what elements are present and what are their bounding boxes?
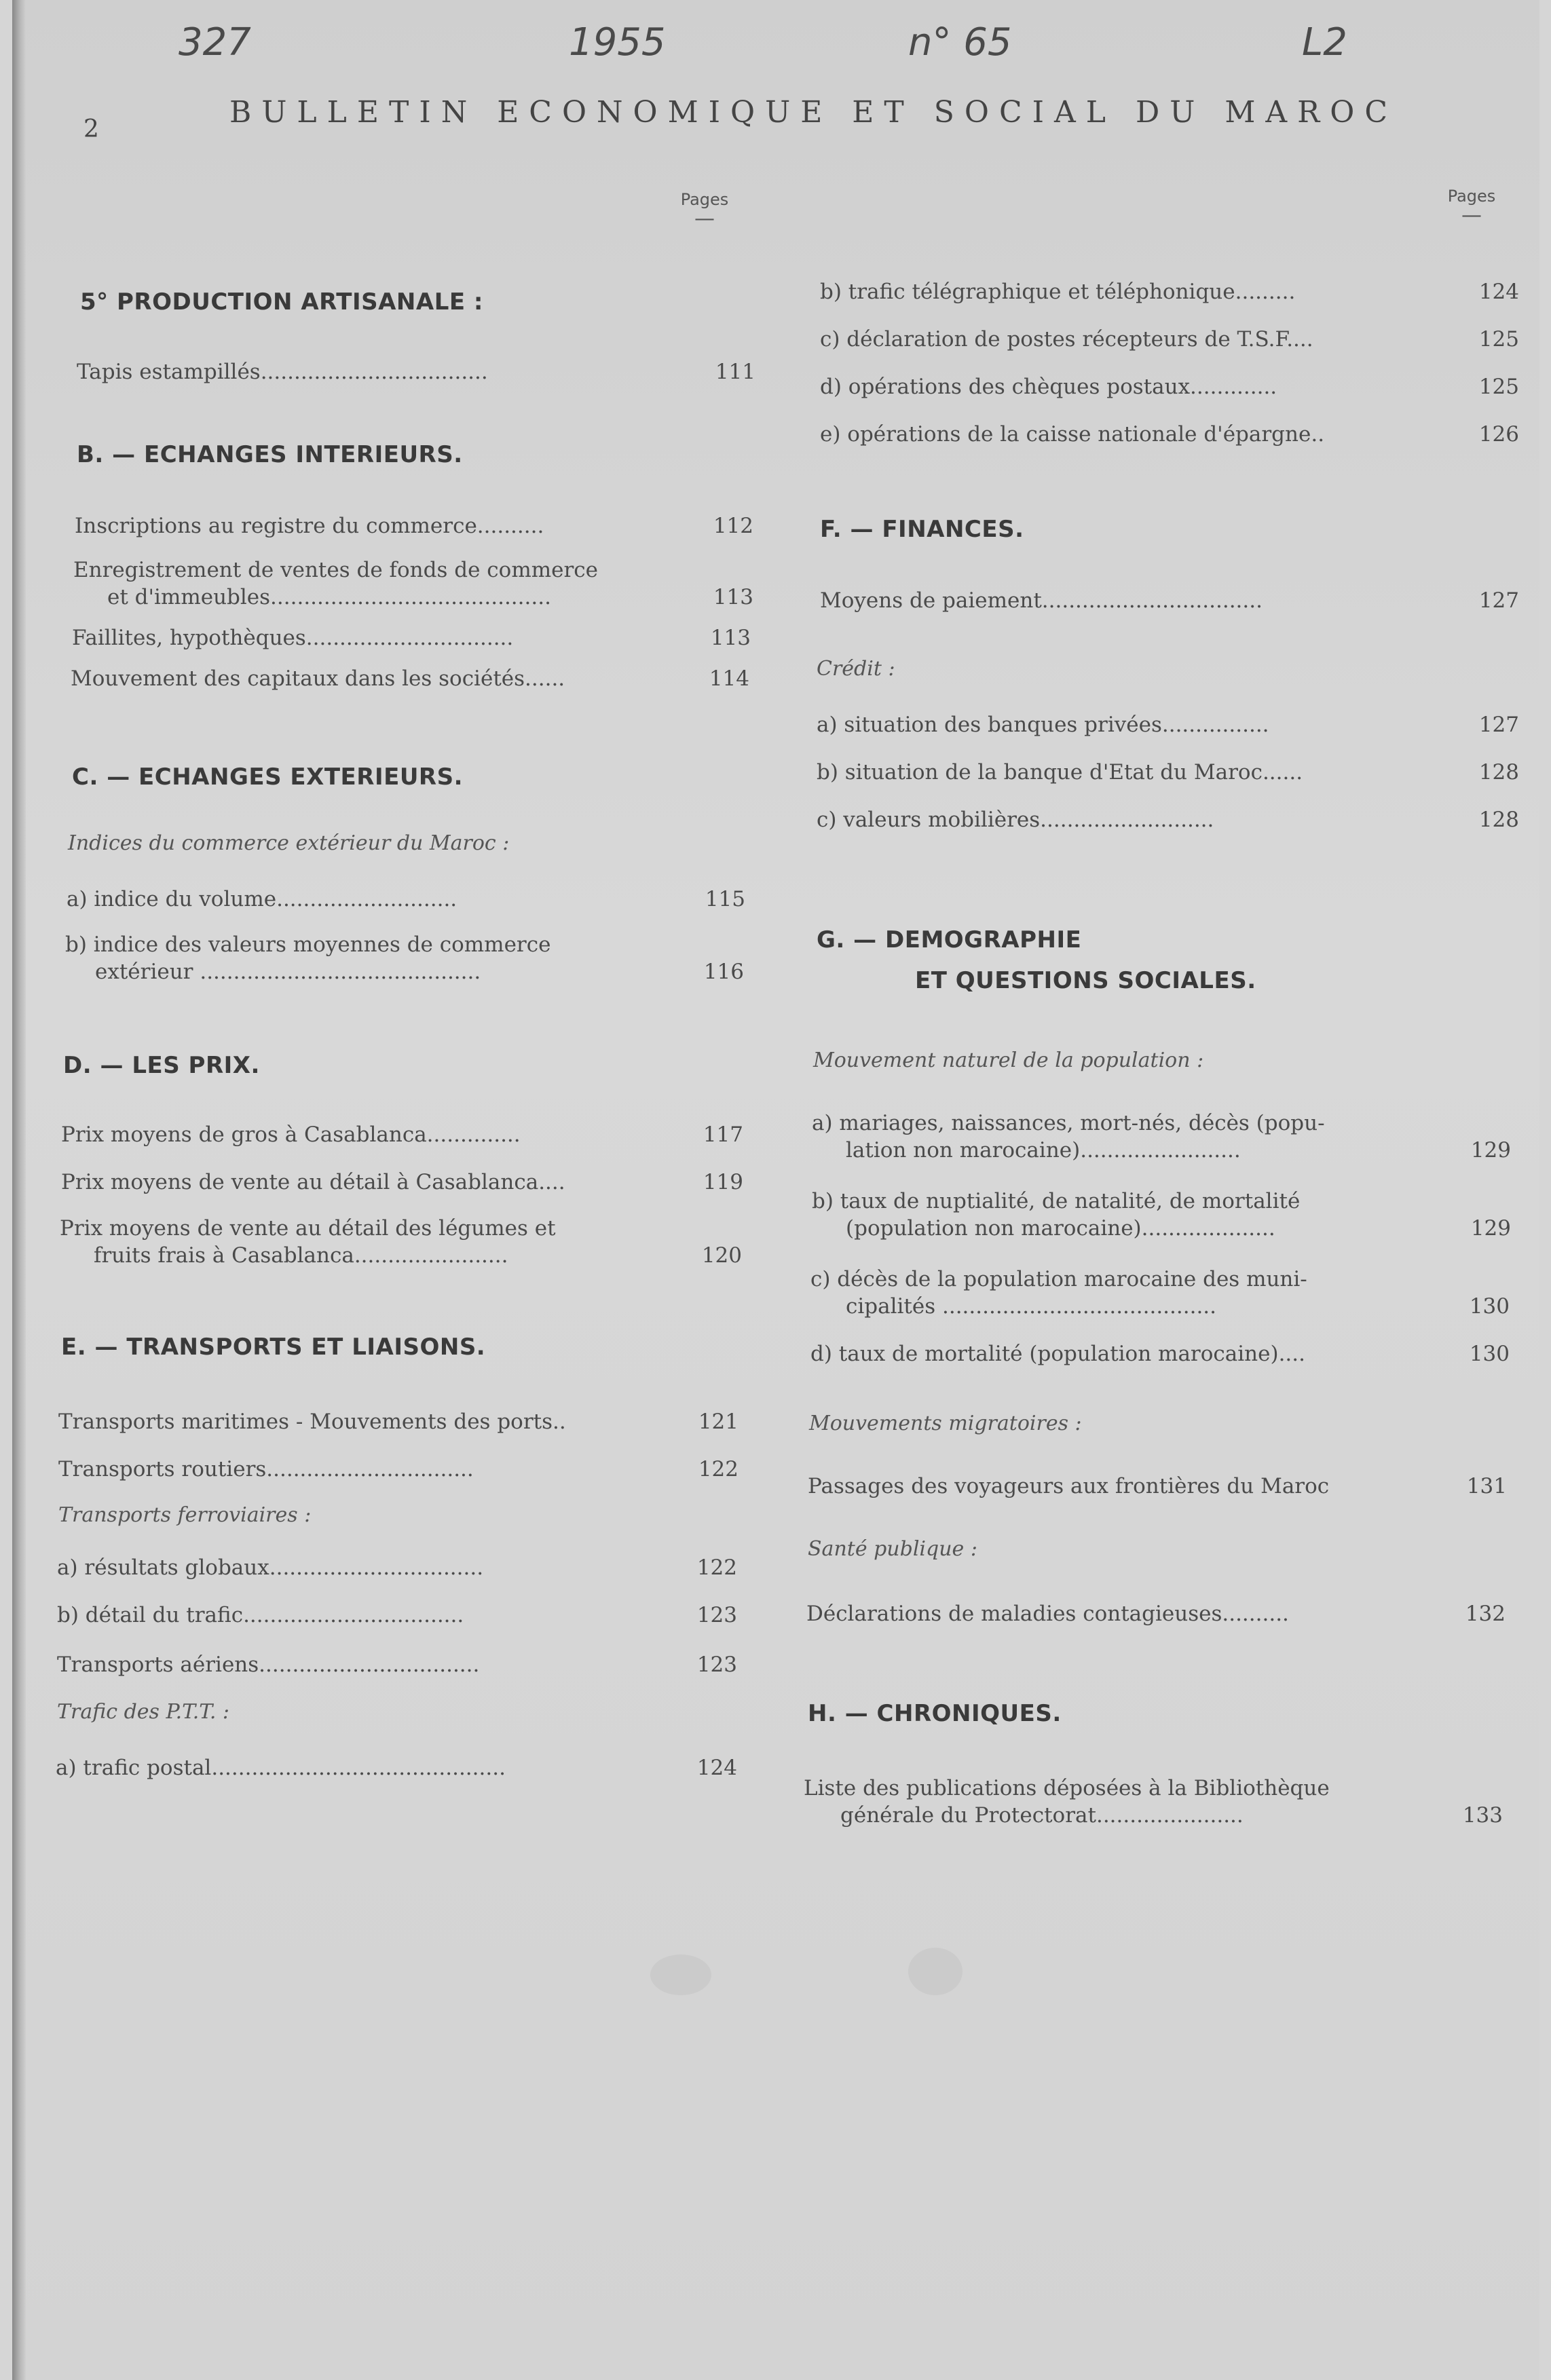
subsection-title: Mouvements migratoires : bbox=[809, 1412, 1082, 1435]
section-title-e: E. — TRANSPORTS ET LIAISONS. bbox=[61, 1334, 486, 1361]
toc-entry: a) trafic postal............................................ 124 bbox=[56, 1756, 737, 1780]
toc-entry: cipalités ......................................... 130 bbox=[846, 1294, 1510, 1319]
handwritten-code: L2 bbox=[1302, 20, 1347, 64]
pages-column-header: Pages — bbox=[1447, 187, 1496, 227]
handwritten-year: 1955 bbox=[569, 20, 666, 64]
section-title-c: C. — ECHANGES EXTERIEURS. bbox=[72, 763, 464, 791]
toc-entry: Transports maritimes - Mouvements des ports.. 121 bbox=[58, 1410, 739, 1434]
handwritten-number: 327 bbox=[179, 20, 251, 64]
toc-entry: et d'immeubles.......................................... 113 bbox=[107, 585, 753, 609]
toc-entry: a) situation des banques privées................ 127 bbox=[817, 713, 1519, 737]
toc-entry: b) trafic télégraphique et téléphonique......... 124 bbox=[820, 280, 1519, 304]
toc-entry: Faillites, hypothèques............................... 113 bbox=[72, 626, 751, 650]
toc-entry-line: b) taux de nuptialité, de natalité, de mortalité bbox=[812, 1189, 1301, 1213]
toc-entry-line: c) décès de la population marocaine des muni- bbox=[810, 1267, 1307, 1291]
toc-entry: Prix moyens de gros à Casablanca.............. 117 bbox=[61, 1122, 743, 1147]
toc-entry: c) déclaration de postes récepteurs de T.S.F.... 125 bbox=[820, 327, 1519, 352]
toc-entry: b) détail du trafic................................. 123 bbox=[57, 1603, 737, 1627]
subsection-title: Indices du commerce extérieur du Maroc : bbox=[68, 831, 510, 855]
subsection-title: Crédit : bbox=[817, 657, 895, 681]
section-title-d: D. — LES PRIX. bbox=[63, 1052, 260, 1079]
toc-entry: fruits frais à Casablanca....................... 120 bbox=[94, 1243, 742, 1268]
section-title-h: H. — CHRONIQUES. bbox=[808, 1700, 1062, 1727]
document-page bbox=[12, 0, 1539, 2380]
toc-entry: d) taux de mortalité (population marocaine).... 130 bbox=[810, 1342, 1510, 1366]
pages-column-header: Pages — bbox=[680, 190, 729, 231]
toc-entry: e) opérations de la caisse nationale d'épargne.. 126 bbox=[820, 422, 1519, 447]
running-head: BULLETIN ECONOMIQUE ET SOCIAL DU MAROC bbox=[229, 95, 1398, 130]
page-number: 2 bbox=[83, 115, 99, 143]
section-title-artisanat: 5° PRODUCTION ARTISANALE : bbox=[80, 288, 484, 316]
toc-entry: Mouvement des capitaux dans les sociétés...... 114 bbox=[71, 666, 749, 691]
toc-entry-line: Liste des publications déposées à la Bibliothèque bbox=[804, 1776, 1330, 1800]
subsection-title: Santé publique : bbox=[808, 1537, 977, 1561]
toc-entry: Transports aériens................................. 123 bbox=[57, 1652, 737, 1677]
toc-entry: Transports routiers............................... 122 bbox=[58, 1457, 739, 1481]
toc-entry-line: b) indice des valeurs moyennes de commerce bbox=[65, 932, 551, 957]
toc-entry: extérieur .......................................... 116 bbox=[95, 960, 744, 984]
section-title-g-continued: ET QUESTIONS SOCIALES. bbox=[915, 967, 1256, 994]
toc-entry: Prix moyens de vente au détail à Casablanca.... 119 bbox=[61, 1170, 743, 1194]
toc-entry-line: a) mariages, naissances, mort-nés, décès (popu- bbox=[812, 1111, 1325, 1135]
toc-entry: c) valeurs mobilières.......................... 128 bbox=[817, 808, 1519, 832]
subsection-title: Trafic des P.T.T. : bbox=[57, 1700, 230, 1724]
section-title-g: G. — DEMOGRAPHIE bbox=[817, 926, 1082, 953]
toc-entry: a) résultats globaux................................ 122 bbox=[57, 1555, 737, 1580]
toc-entry: Moyens de paiement................................. 127 bbox=[820, 588, 1519, 613]
binding-edge bbox=[12, 0, 26, 2380]
toc-entry-line: Prix moyens de vente au détail des légumes et bbox=[60, 1216, 556, 1241]
toc-entry: a) indice du volume........................... 115 bbox=[67, 887, 745, 911]
subsection-title: Transports ferroviaires : bbox=[58, 1503, 312, 1527]
handwritten-issue: n° 65 bbox=[908, 20, 1012, 64]
toc-entry: Déclarations de maladies contagieuses.......... 132 bbox=[806, 1602, 1506, 1626]
section-title-f: F. — FINANCES. bbox=[820, 516, 1024, 543]
toc-entry: Passages des voyageurs aux frontières du Maroc 131 bbox=[808, 1474, 1507, 1498]
subsection-title: Mouvement naturel de la population : bbox=[813, 1049, 1204, 1072]
toc-entry: générale du Protectorat...................... 133 bbox=[840, 1803, 1503, 1828]
toc-entry: Inscriptions au registre du commerce.......... 112 bbox=[75, 514, 753, 538]
toc-entry-line: Enregistrement de ventes de fonds de commerce bbox=[73, 558, 598, 582]
paper-stain bbox=[908, 1948, 963, 1995]
toc-entry: lation non marocaine)........................ 129 bbox=[846, 1138, 1511, 1163]
toc-entry: Tapis estampillés.................................. 111 bbox=[77, 360, 755, 384]
toc-entry: b) situation de la banque d'Etat du Maroc...... 128 bbox=[817, 760, 1519, 785]
toc-entry: d) opérations des chèques postaux............. 125 bbox=[820, 375, 1519, 399]
paper-stain bbox=[650, 1954, 711, 1995]
toc-entry: (population non marocaine).................... 129 bbox=[846, 1216, 1511, 1241]
section-title-b: B. — ECHANGES INTERIEURS. bbox=[77, 441, 463, 468]
